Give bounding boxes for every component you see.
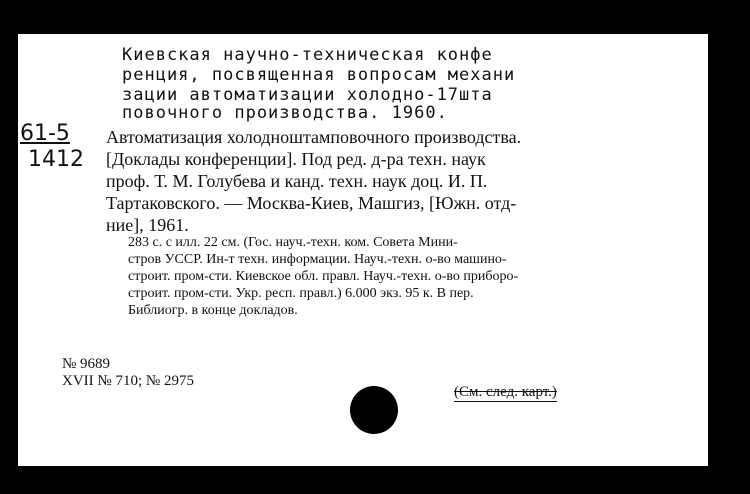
main-entry-line: [Доклады конференции]. Под ред. д-ра техн. наук	[106, 149, 486, 169]
handwritten-line-4: повочного производства. 1960.	[122, 103, 448, 123]
description-line: Библиогр. в конце докладов.	[128, 303, 298, 318]
handwritten-line-3: зации автоматизации холодно-17шта	[122, 85, 493, 105]
see-next-card-note: (См. след. карт.)	[454, 384, 557, 400]
description-line: 283 с. с илл. 22 см. (Гос. науч.-техн. ком. Совета Мини-	[128, 235, 458, 250]
handwritten-line-1: Киевская научно-техническая конфе	[122, 45, 493, 65]
description-line: строит. пром-сти. Укр. респ. правл.) 6.000 экз. 95 к. В пер.	[128, 286, 474, 301]
shelfmark-top: 61-5	[20, 121, 70, 146]
physical-description	[128, 234, 688, 319]
main-entry-line: Тартаковского. — Москва-Киев, Машгиз, [Южн. отд-	[106, 193, 517, 213]
shelfmark-bottom: 1412	[28, 147, 84, 172]
main-entry	[106, 126, 686, 236]
main-entry-line: ние], 1961.	[106, 215, 189, 235]
accession-numbers	[62, 356, 194, 390]
handwritten-line-2: ренция, посвященная вопросам механи	[122, 65, 516, 85]
accession-line: № 9689	[62, 356, 111, 372]
accession-line: XVII № 710; № 2975	[62, 373, 194, 389]
description-line: стров УССР. Ин-т техн. информации. Науч.-техн. о-во машино-	[128, 252, 507, 267]
punch-hole	[350, 386, 398, 434]
catalog-card	[18, 34, 708, 466]
description-line: строит. пром-сти. Киевское обл. правл. Науч.-техн. о-во приборо-	[128, 269, 519, 284]
main-entry-line: Автоматизация холодноштамповочного производства.	[106, 127, 522, 147]
main-entry-line: проф. Т. М. Голубева и канд. техн. наук доц. И. П.	[106, 171, 488, 191]
